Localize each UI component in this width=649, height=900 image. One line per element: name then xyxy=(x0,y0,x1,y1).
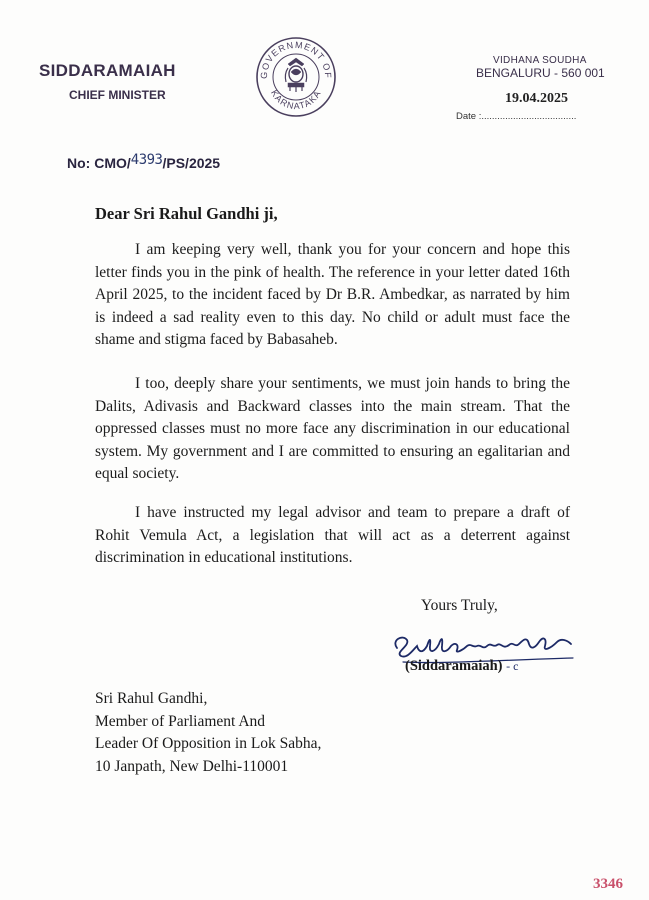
body-paragraph: I am keeping very well, thank you for your concern and hope this letter finds you in the pink of health. The reference in your letter dated 16th April 2025, to the incident faced by Dr B.R. Ambedkar, as narrated by him is indeed a sad reality even to this day. No child or adult must face the shame and stigma faced by Babasaheb. xyxy=(95,241,570,348)
recipient-line: Sri Rahul Gandhi, xyxy=(95,690,208,707)
recipient-line: 10 Janpath, New Delhi-110001 xyxy=(95,757,289,775)
stamp-number: 3346 xyxy=(593,876,623,892)
reference-number xyxy=(67,152,221,172)
sender-name: SIDDARAMAIAH xyxy=(39,61,176,80)
address-building: VIDHANA SOUDHA xyxy=(493,55,587,66)
salutation: Dear Sri Rahul Gandhi ji, xyxy=(95,204,278,223)
letter-date: 19.04.2025 xyxy=(505,91,568,106)
signatory-name xyxy=(405,658,518,675)
address-city: BENGALURU - 560 001 xyxy=(476,66,605,80)
svg-text:KARNATAKA: KARNATAKA xyxy=(268,88,324,112)
reference-suffix: /PS/2025 xyxy=(162,155,221,171)
reference-prefix: No: CMO/ xyxy=(67,155,131,171)
svg-text:GOVERNMENT OF: GOVERNMENT OF xyxy=(258,39,334,80)
recipient-address xyxy=(95,688,321,778)
sender-title: CHIEF MINISTER xyxy=(69,88,166,102)
body-paragraph: I have instructed my legal advisor and team to prepare a draft of Rohit Vemula Act, a legislation that will act as a deterrent against discrimination in educational institutions. xyxy=(95,504,570,566)
recipient-line: Leader Of Opposition in Lok Sabha, xyxy=(95,735,322,752)
closing: Yours Truly, xyxy=(421,597,498,614)
body-paragraph: I too, deeply share your sentiments, we must join hands to bring the Dalits, Adivasis and Backward classes into the main stream. That the oppressed classes must no more face any discrimination in our educational system. My government and I are committed to ensuring an egalitarian and equal society. xyxy=(95,375,570,482)
signatory: (Siddaramaiah) xyxy=(405,658,503,674)
reference-handwritten-number: 4393 xyxy=(130,152,163,168)
recipient-line: Member of Parliament And xyxy=(95,712,266,730)
signatory-suffix: - c xyxy=(506,659,519,673)
government-seal-icon xyxy=(255,36,337,118)
date-label: Date :.................................... xyxy=(456,111,577,122)
